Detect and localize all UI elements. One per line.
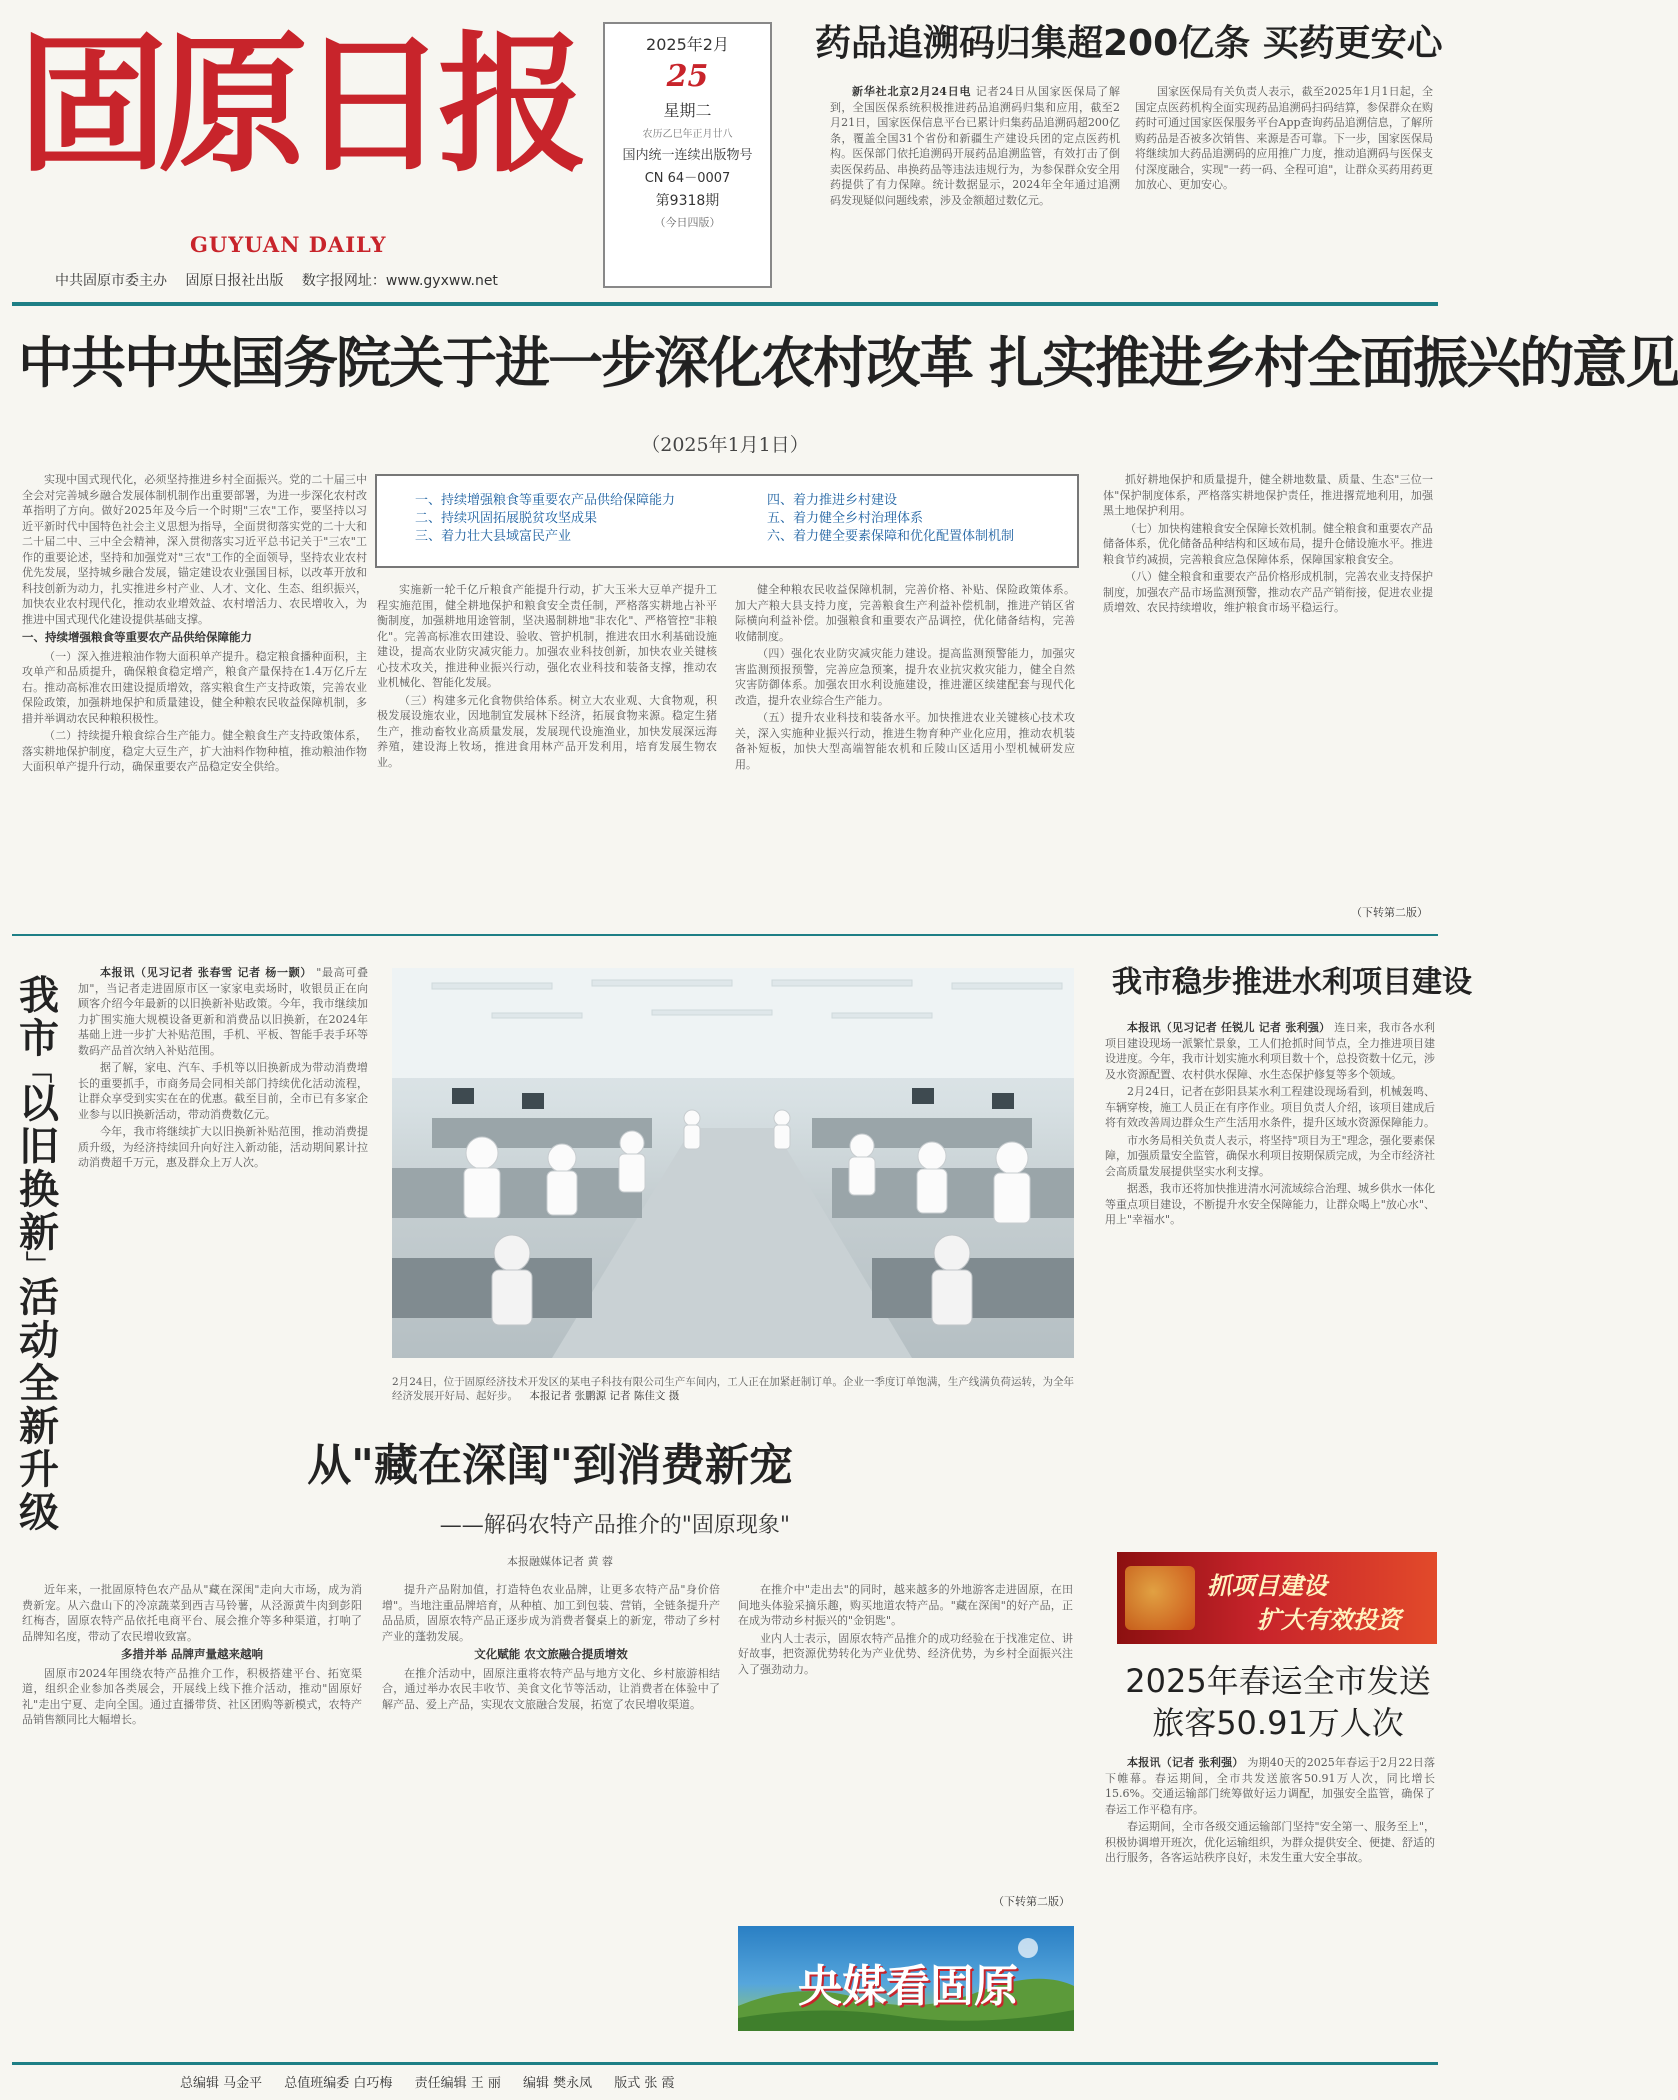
water-text3: 市水务局相关负责人表示，将坚持"项目为王"理念，强化要素保障，加强质量安全监管，确保水利项目按期保质完成，为全市经济社会高质量发展提供坚实水利支撑。	[1105, 1133, 1435, 1178]
water-body	[1105, 1020, 1435, 1532]
photo-caption-text: 2月24日，位于固原经济技术开发区的某电子科技有限公司生产车间内，工人正在加紧赶制订单。企业一季度订单饱满，生产线满负荷运转，为全年经济发展开好局、起好步。	[392, 1376, 1074, 1402]
factory-photo-image	[392, 968, 1074, 1358]
feature-col3-text: 在推介中"走出去"的同时，越来越多的外地游客走进固原，在田间地头体验采摘乐趣，购买地道农特产品。"藏在深闺"的好产品，正在成为带动乡村振兴的"金钥匙"。	[738, 1583, 1073, 1627]
main-article-col1	[22, 472, 367, 920]
main-article-continued[interactable]: （下转第二版）	[1351, 906, 1428, 919]
title-char: 新	[19, 1404, 59, 1450]
banner2-title: 央媒看固原	[798, 1961, 1018, 2012]
footer-layout: 版式 张 霞	[614, 2076, 675, 2091]
spring-travel-byline: 本报讯（记者 张利强）	[1127, 1756, 1244, 1769]
main-article-col1-text2: （一）深入推进粮油作物大面积单产提升。稳定粮食播种面积，主攻单产和品质提升，确保粮食稳定增产，粮食产量保持在1.4万亿斤左右。推动高标准农田建设提质增效，落实粮食生产支持政策，完善农业保险政策，加强耕地保护和质量建设，健全种粮农民收益保障机制，多措并举调动农民种粮积极性。	[22, 649, 367, 725]
issue-lunar: 农历乙巳年正月廿八	[642, 129, 733, 140]
footer-editor: 编辑 樊永凤	[522, 2076, 593, 2091]
feature-col2-text: 提升产品附加值，打造特色农业品牌，让更多农特产品"身价倍增"。当地注重品牌培育，从种植、加工到包装、营销，全链条提升产品品质，固原农特产品正逐步成为消费者餐桌上的新宠，带动了乡村产业的蓬勃发展。	[382, 1583, 720, 1643]
factory-photo[interactable]	[392, 968, 1074, 1358]
title-char: 换	[19, 1167, 59, 1213]
issue-date: 2025年2月	[646, 35, 729, 54]
footer-credits	[180, 2072, 1280, 2091]
spring-travel-headline[interactable]: 2025年春运全市发送旅客50.91万人次	[1125, 1662, 1431, 1742]
toc-item-1[interactable]: 一、持续增强粮食等重要农产品供给保障能力	[415, 493, 676, 508]
issue-cn-label: 国内统一连续出版物号	[622, 148, 753, 163]
section-divider-1	[12, 934, 1438, 936]
title-char: 以	[19, 1081, 59, 1127]
title-char: 旧	[19, 1124, 59, 1170]
main-article-col4	[1103, 472, 1433, 904]
toc-item-5[interactable]: 五、着力健全乡村治理体系	[767, 511, 924, 526]
title-char: 新	[19, 1210, 59, 1256]
trade-in-text: "最高可叠加"，当记者走进固原市区一家家电卖场时，收银员正在向顾客介绍今年最新的以旧换新补贴政策。今年，我市继续加力扩围实施大规模设备更新和消费品以旧换新，在2024年基础上进一步扩大补贴范围，手机、平板、智能手表手环等数码产品首次纳入补贴范围。	[78, 966, 369, 1057]
publisher-text: 固原日报社出版	[185, 273, 284, 289]
water-byline: 本报讯（见习记者 任锐儿 记者 张利强）	[1127, 1021, 1331, 1034]
feature-col1-subhead: 多措并举 品牌声量越来越响	[120, 1647, 263, 1661]
toc-item-4[interactable]: 四、着力推进乡村建设	[767, 493, 898, 508]
banner1-line1: 抓项目建设	[1207, 1572, 1327, 1600]
title-quote-open: ﹁	[25, 1057, 52, 1087]
website-link[interactable]: 数字报网址：www.gyxww.net	[301, 273, 498, 289]
toc-item-3[interactable]: 三、着力壮大县域富民产业	[415, 529, 572, 544]
feature-col2	[382, 1582, 720, 2057]
banner1-decoration	[1125, 1566, 1195, 1630]
main-article-col1-subhead: 一、持续增强粮食等重要农产品供给保障能力	[22, 630, 252, 644]
feature-col3	[738, 1582, 1073, 1890]
trade-in-byline: 本报讯（见习记者 张春雪 记者 杨一颢）	[100, 966, 313, 979]
title-quote-close: ﹂	[25, 1251, 52, 1281]
main-article-col2-text: 实施新一轮千亿斤粮食产能提升行动，扩大玉米大豆单产提升工程实施范围，健全耕地保护和粮食安全责任制，严格落实耕地占补平衡制度，加强耕地用途管制，坚决遏制耕地"非农化"、严格管控"非粮化"。完善高标准农田建设、验收、管护机制，推进农田水利基础设施建设，提高农业防灾减灾能力。加强农业科技创新，加快农业关键核心技术攻关，推进种业振兴行动，强化农业科技和装备支撑，推动农业机械化、智能化发展。	[377, 583, 717, 689]
spring-travel-text2: 春运期间，全市各级交通运输部门坚持"安全第一、服务至上"，积极协调增开班次，优化运输组织，为群众提供安全、便捷、舒适的出行服务，各客运站秩序良好，未发生重大安全事故。	[1105, 1820, 1435, 1864]
feature-col1-text2: 固原市2024年围绕农特产品推介工作，积极搭建平台、拓宽渠道，组织企业参加各类展会，开展线上线下推介活动，推动"固原好礼"走出宁夏、走向全国。通过直播带货、社区团购等新模式，农特产品销售额同比大幅增长。	[22, 1666, 362, 1726]
toc-item-6[interactable]: 六、着力健全要素保障和优化配置体制机制	[767, 529, 1015, 544]
issue-day: 25	[666, 59, 709, 94]
top-story-headline[interactable]: 药品追溯码归集超200亿条 买药更安心	[815, 23, 1443, 64]
main-article-toc	[375, 474, 1079, 568]
issue-weekday: 星期二	[663, 101, 712, 120]
trade-in-text2: 据了解，家电、汽车、手机等以旧换新成为带动消费增长的重要抓手，市商务局会同相关部门持续优化活动流程，让群众享受到实实在在的优惠。截至目前，全市已有多家企业参与以旧换新活动，带动消费数亿元。	[78, 1061, 368, 1121]
title-char: 全	[19, 1361, 59, 1407]
feature-continued[interactable]: （下转第二版）	[993, 1895, 1070, 1908]
top-story-body-right	[1135, 84, 1433, 290]
spring-travel-body	[1105, 1755, 1435, 2057]
title-char: 活	[19, 1275, 59, 1321]
banner1-line2: 扩大有效投资	[1257, 1606, 1401, 1634]
feature-col2-text2: 在推介活动中，固原注重将农特产品与地方文化、乡村旅游相结合，通过举办农民丰收节、美食文化节等活动，让消费者在体验中了解产品、爱上产品，实现农文旅融合发展，拓宽了农民增收渠道。	[382, 1666, 720, 1711]
water-headline[interactable]: 我市稳步推进水利项目建设	[1112, 965, 1472, 1000]
main-article-col4-text2: （七）加快构建粮食安全保障长效机制。健全粮食和重要农产品储备体系，优化储备品种结构和区域布局，提升仓储设施水平。推进粮食节约减损，完善粮食应急保障体系，保障国家粮食安全。	[1103, 521, 1433, 566]
title-char: 升	[19, 1447, 59, 1493]
footer-chief-editor: 总编辑 马金平	[180, 2076, 263, 2091]
top-story-text-right: 国家医保局有关负责人表示，截至2025年1月1日起，全国定点医药机构全面实现药品追溯码扫码结算，参保群众在购药时可通过国家医保服务平台App查询药品追溯信息，了解所购药品是否被多次销售、来源是否可靠。下一步，国家医保局将继续加大药品追溯码的应用推广力度，推动追溯码与医保支付深度融合，实现"一药一码、全程可追"，让群众买药用药更加放心、更加安心。	[1135, 85, 1433, 191]
top-story-text-left: 记者24日从国家医保局了解到，全国医保系统积极推进药品追溯码归集和应用，截至2月21日，国家医保信息平台已累计归集药品追溯码超200亿条，覆盖全国31个省份和新疆生产建设兵团的定点医药机构。医保部门依托追溯码开展药品追溯监管，有效打击了倒卖医保药品、串换药品等违法违规行为，为参保群众安全用药提供了有力保障。统计数据显示，2024年全年通过追溯码发现疑似问题线索，涉及金额超过数亿元。	[830, 85, 1120, 207]
water-text4: 据悉，我市还将加快推进清水河流域综合治理、城乡供水一体化等重点项目建设，不断提升水安全保障能力，让群众喝上"放心水"、用上"幸福水"。	[1105, 1182, 1435, 1226]
trade-in-vertical-title[interactable]	[14, 975, 64, 1535]
issue-cn-number: CN 64－0007	[644, 171, 731, 186]
trade-in-text3: 今年，我市将继续扩大以旧换新补贴范围，推动消费提质升级，为经济持续回升向好注入新动能，活动期间累计拉动消费超千万元，惠及群众上万人次。	[78, 1125, 368, 1169]
main-article-date: （2025年1月1日）	[641, 434, 809, 456]
main-article-col3-text2: （四）强化农业防灾减灾能力建设。提高监测预警能力，加强灾害监测预报预警，完善应急预案，提升农业抗灾救灾能力，健全自然灾害防御体系。加强农田水利设施建设，推进灌区续建配套与现代化改造，提升农业综合生产能力。	[735, 647, 1075, 707]
main-article-col3-text: 健全种粮农民收益保障机制，完善价格、补贴、保险政策体系。加大产粮大县支持力度，完善粮食生产利益补偿机制，推进产销区省际横向利益补偿。加强粮食和重要农产品调控，优化储备结构，完善收储制度。	[735, 583, 1075, 643]
main-article-col1-text: 实现中国式现代化，必须坚持推进乡村全面振兴。党的二十届三中全会对完善城乡融合发展体制机制作出重要部署，为进一步深化农村改革指明了方向。做好2025年及今后一个时期"三农"工作，要坚持以习近平新时代中国特色社会主义思想为指导，全面贯彻落实党的二十大和二十届二中、三中全会精神，深入贯彻落实习近平总书记关于"三农"工作的重要论述，坚持和加强党对"三农"工作的全面领导，坚持农业农村优先发展，坚持城乡融合发展，锚定建设农业强国目标，以改革开放和科技创新为动力，扎实推进乡村产业、人才、文化、生态、组织振兴，加快农业农村现代化，推动农业增效益、农村增活力、农民增收入，为推进中国式现代化建设提供基础支撑。	[22, 473, 367, 626]
issue-pages: （今日四版）	[654, 216, 721, 229]
main-article-col3	[735, 582, 1075, 920]
water-text2: 2月24日，记者在彭阳县某水利工程建设现场看到，机械轰鸣、车辆穿梭，施工人员正在有序作业。项目负责人介绍，该项目建成后将有效改善周边群众生产生活用水条件，提升区域水资源保障能力。	[1105, 1085, 1435, 1129]
title-char: 动	[19, 1318, 59, 1364]
sponsor-text: 中共固原市委主办	[55, 273, 167, 289]
main-article-col3-text3: （五）提升农业科技和装备水平。加快推进农业关键核心技术攻关，深入实施种业振兴行动，推进生物育种产业化应用，推动农机装备补短板，加快大型高端智能农机和丘陵山区适用小型机械研发应用。	[735, 711, 1075, 771]
masthead-divider	[12, 302, 1438, 306]
water-text: 连日来，我市各水利项目建设现场一派繁忙景象，工人们抢抓时间节点，全力推进项目建设进度。今年，我市计划实施水利项目数十个，总投资数十亿元，涉及水资源配置、农村供水保障、水生态保护修复等多个领域。	[1105, 1021, 1436, 1081]
feature-col3-text2: 业内人士表示，固原农特产品推介的成功经验在于找准定位、讲好故事，把资源优势转化为产业优势、经济优势，为乡村全面振兴注入了强劲动力。	[738, 1631, 1073, 1676]
main-article-headline[interactable]: 中共中央国务院关于进一步深化农村改革 扎实推进乡村全面振兴的意见	[18, 331, 1678, 395]
feature-col1-text: 近年来，一批固原特色农产品从"藏在深闺"走向大市场，成为消费新宠。从六盘山下的冷凉蔬菜到西吉马铃薯，从泾源黄牛肉到彭阳红梅杏，固原农特产品依托电商平台、展会推介等多种渠道，打响了品牌知名度，带动了农民增收致富。	[22, 1583, 362, 1643]
masthead-english-name: GUYUAN DAILY	[190, 232, 387, 257]
title-char: 市	[19, 1016, 59, 1062]
top-story-dateline: 新华社北京2月24日电	[852, 85, 972, 98]
main-article-col2-text2: （三）构建多元化食物供给体系。树立大农业观、大食物观，积极发展设施农业，因地制宜发展林下经济，拓展食物来源。稳定生猪生产，推动畜牧业高质量发展，发展现代设施渔业，加快发展深远海养殖，建设海上牧场，推进食用林产品开发利用，培育发展生物农业。	[377, 693, 717, 769]
toc-item-2[interactable]: 二、持续巩固拓展脱贫攻坚成果	[415, 511, 598, 526]
main-article-col4-text3: （八）健全粮食和重要农产品价格形成机制，完善农业支持保护制度，加强农产品市场监测预警，推动农产品产销衔接，促进农业提质增效、农民持续增收，维护粮食市场平稳运行。	[1103, 570, 1433, 614]
feature-subtitle: ——解码农特产品推介的"固原现象"	[439, 1513, 790, 1538]
title-char: 我	[19, 973, 59, 1019]
feature-byline: 本报融媒体记者 黄 蓉	[507, 1555, 613, 1568]
central-media-banner[interactable]	[738, 1926, 1074, 2031]
issue-infobox	[603, 22, 772, 288]
footer-divider	[12, 2062, 1438, 2065]
feature-headline[interactable]: 从"藏在深闺"到消费新宠	[307, 1440, 793, 1491]
photo-credit: 本报记者 张鹏源 记者 陈佳文 摄	[529, 1390, 680, 1402]
main-article-col2	[377, 582, 717, 920]
footer-duty-editor: 责任编辑 王 丽	[414, 2076, 501, 2091]
masthead-logo: 固原日报	[18, 17, 579, 193]
main-article-col4-text: 抓好耕地保护和质量提升，健全耕地数量、质量、生态"三位一体"保护制度体系，严格落实耕地保护责任，推进撂荒地利用，加强黑土地保护利用。	[1103, 473, 1433, 517]
issue-number: 第9318期	[655, 193, 720, 209]
masthead-credits	[55, 270, 498, 290]
title-char: 级	[19, 1490, 59, 1536]
footer-duty-chief: 总值班编委 白巧梅	[284, 2076, 393, 2091]
feature-col1	[22, 1582, 362, 2057]
photo-caption	[392, 1375, 1074, 1420]
trade-in-body	[78, 965, 368, 1435]
project-banner[interactable]	[1117, 1552, 1437, 1644]
spring-travel-text: 为期40天的2025年春运于2月22日落下帷幕。春运期间，全市共发送旅客50.91万人次，同比增长15.6%。交通运输部门统筹做好运力调配，加强安全监管，确保了春运工作平稳有序。	[1105, 1756, 1435, 1816]
main-article-col1-text3: （二）持续提升粮食综合生产能力。健全粮食生产支持政策体系，落实耕地保护制度，稳定大豆生产，扩大油料作物种植，推动粮油作物大面积单产提升行动，确保重要农产品稳定安全供给。	[22, 729, 367, 773]
top-story-body-left	[830, 84, 1120, 290]
feature-col2-subhead: 文化赋能 农文旅融合提质增效	[474, 1647, 628, 1661]
